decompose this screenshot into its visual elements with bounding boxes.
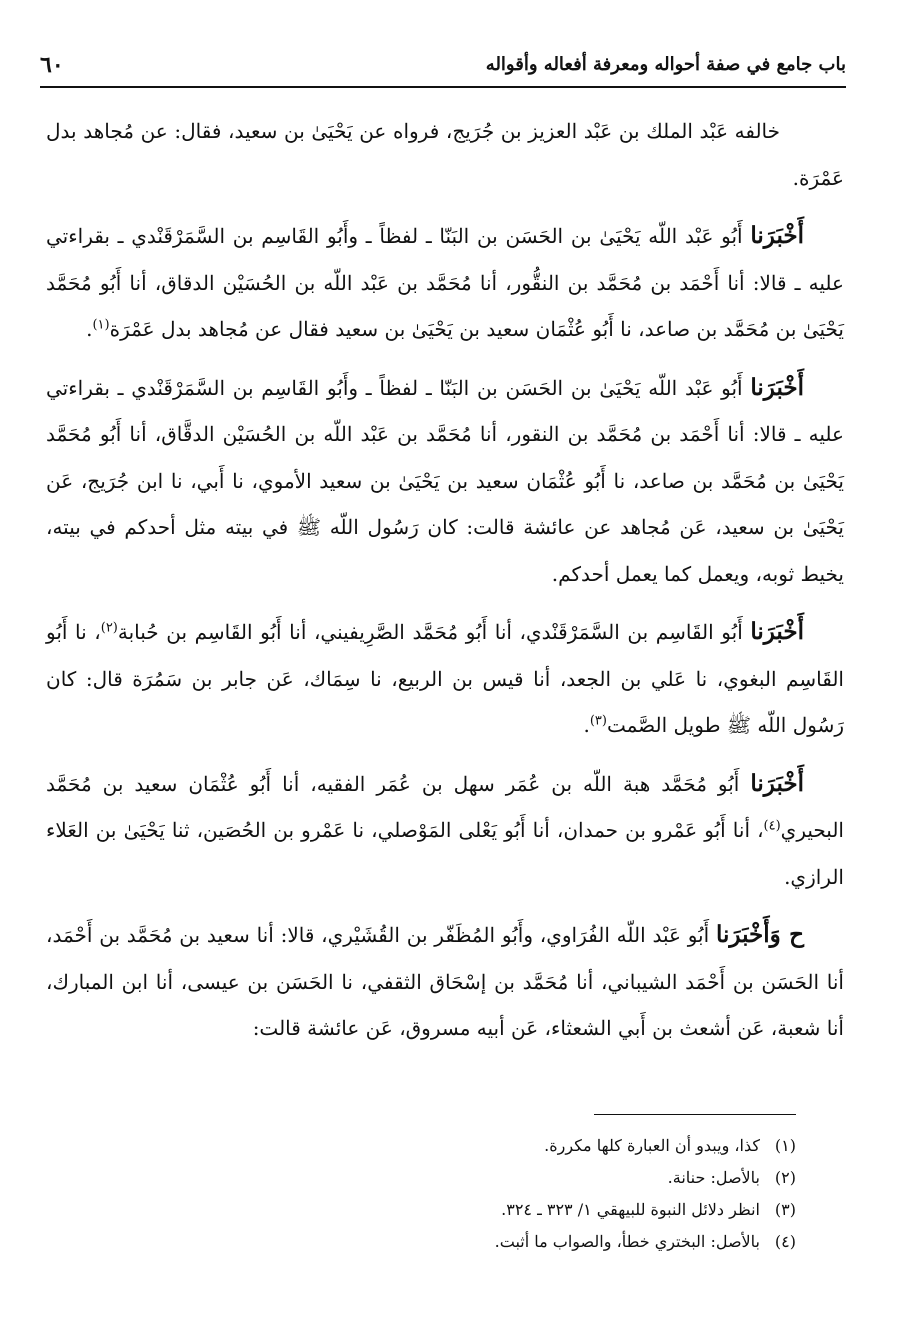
page-header: [40, 44, 846, 80]
paragraph-lead: أَخْبَرَنا: [750, 222, 804, 249]
paragraph-1: [46, 108, 844, 201]
header-rule: [40, 86, 846, 88]
paragraph-tail: ، نا أَبُو القَاسِم البغوي، نا عَلي بن الجعد، أنا قيس بن الربيع، نا سِمَاك، عَن جابر بن سَمُرَة قال: كان رَسُول اللّه ﷺ طويل الصَّمت: [46, 620, 844, 737]
paragraph-text: أَبُو عَبْد اللّه يَحْيَىٰ بن الحَسَن بن البَنّا ـ لفظاً ـ وأَبُو القَاسِم بن السَّمَرْقَنْدي ـ بقراءتي عليه ـ قالا: أنا أَحْمَد بن مُحَمَّد بن النقور، أنا مُحَمَّد بن عَبْد اللّه بن الحُسَيْن الدقَّاق، أنا أَبُو مُحَمَّد يَحْيَىٰ بن مُحَمَّد بن صاعد، نا أَبُو عُثْمَان سعيد بن يَحْيَىٰ بن سعيد الأموي، نا أَبي، نا ابن جُرَيج، عَن يَحْيَىٰ بن سعيد، عَن مُجاهد عن عائشة قالت: كان رَسُول اللّه ﷺ في بيته مثل أحدكم في بيته، يخيط ثوبه، ويعمل كما يعمل أحدكم.: [46, 375, 844, 586]
paragraph-tail: ، أنا أَبُو عَمْرو بن حمدان، أنا أَبُو يَعْلى المَوْصلي، نا عَمْرو بن الحُصَين، ثنا يَحْيَىٰ بن العَلاء الرازي.: [46, 818, 844, 889]
paragraph-lead: ح وَأَخْبَرَنا: [715, 921, 805, 948]
paragraph-6: [46, 912, 844, 1052]
footnote-3: [60, 1194, 796, 1226]
paragraph-lead: أَخْبَرَنا: [750, 618, 804, 645]
page-number: ٦٠: [40, 52, 64, 78]
footnote-number: (١): [774, 1136, 796, 1155]
paragraph-lead: أَخْبَرَنا: [750, 373, 804, 401]
paragraph-text: أَبُو عَبْد اللّه يَحْيَىٰ بن الحَسَن بن البَنّا ـ لفظاً ـ وأَبُو القَاسِم بن السَّمَرْقَنْدي ـ بقراءتي عليه ـ قالا: أنا أَحْمَد بن مُحَمَّد بن النقُّور، أنا مُحَمَّد بن عَبْد اللّه بن الحُسَيْن الدقاق، أنا أَبُو مُحَمَّد يَحْيَىٰ بن مُحَمَّد بن صاعد، نا أَبُو عُثْمَان سعيد بن يَحْيَىٰ بن سعيد فقال عن مُجاهد بدل عَمْرَة: [46, 224, 844, 341]
paragraph-text: أَبُو القَاسِم بن السَّمَرْقَنْدي، أنا أَبُو مُحَمَّد الصَّرِيفيني، أنا أَبُو القَاسِم بن حُبابة: [117, 620, 751, 644]
paragraph-tail: .: [583, 713, 590, 737]
footnote-number: (٢): [774, 1168, 796, 1187]
footnote-1: [60, 1130, 796, 1162]
footnote-number: (٤): [774, 1232, 796, 1251]
footnote-text: انظر دلائل النبوة للبيهقي ١/ ٣٢٣ ـ ٣٢٤.: [501, 1200, 760, 1219]
paragraph-4: [46, 609, 844, 749]
footnote-ref-1[interactable]: (١): [92, 317, 110, 333]
footnote-ref-4[interactable]: (٤): [763, 818, 781, 834]
paragraph-text: أَبُو عَبْد اللّه الفُرَاوي، وأَبُو المُظَفّر بن القُشَيْري، قالا: أنا سعيد بن مُحَمَّد بن أَحْمَد، أنا الحَسَن بن أَحْمَد الشيباني، أنا مُحَمَّد بن إسْحَاق الثقفي، نا الحَسَن بن عيسى، أنا ابن المبارك، أنا شعبة، عَن أشعث بن أَبي الشعثاء، عَن أبيه مسروق، عَن عائشة قالت:: [46, 923, 844, 1040]
paragraph-text: أَبُو مُحَمَّد هبة اللّه بن عُمَر سهل بن عُمَر الفقيه، أنا أَبُو عُثْمَان سعيد بن مُحَمَّد البحيري: [46, 771, 844, 842]
footnote-ref-2[interactable]: (٢): [100, 620, 118, 636]
footnote-text: بالأصل: البختري خطأ، والصواب ما أثبت.: [494, 1232, 760, 1251]
paragraph-5: [46, 761, 844, 901]
footnote-4: [60, 1226, 796, 1258]
footnote-separator: [594, 1114, 796, 1115]
paragraph-tail: .: [86, 317, 93, 341]
footnote-text: كذا، ويبدو أن العبارة كلها مكررة.: [544, 1136, 760, 1155]
footnote-ref-3[interactable]: (٣): [589, 713, 607, 729]
footnotes: [60, 1130, 796, 1258]
paragraph-text: خالفه عَبْد الملك بن عَبْد العزيز بن جُرَيج، فرواه عن يَحْيَىٰ بن سعيد، فقال: عن مُجاهد بدل عَمْرَة.: [46, 119, 844, 190]
running-title: باب جامع في صفة أحواله ومعرفة أفعاله وأقواله: [485, 54, 846, 75]
main-text: [46, 108, 844, 1064]
footnote-text: بالأصل: حنانة.: [667, 1168, 760, 1187]
footnote-number: (٣): [774, 1200, 796, 1219]
paragraph-2: [46, 213, 844, 353]
paragraph-lead: أَخْبَرَنا: [750, 769, 804, 797]
paragraph-3: [46, 365, 844, 598]
footnote-2: [60, 1162, 796, 1194]
